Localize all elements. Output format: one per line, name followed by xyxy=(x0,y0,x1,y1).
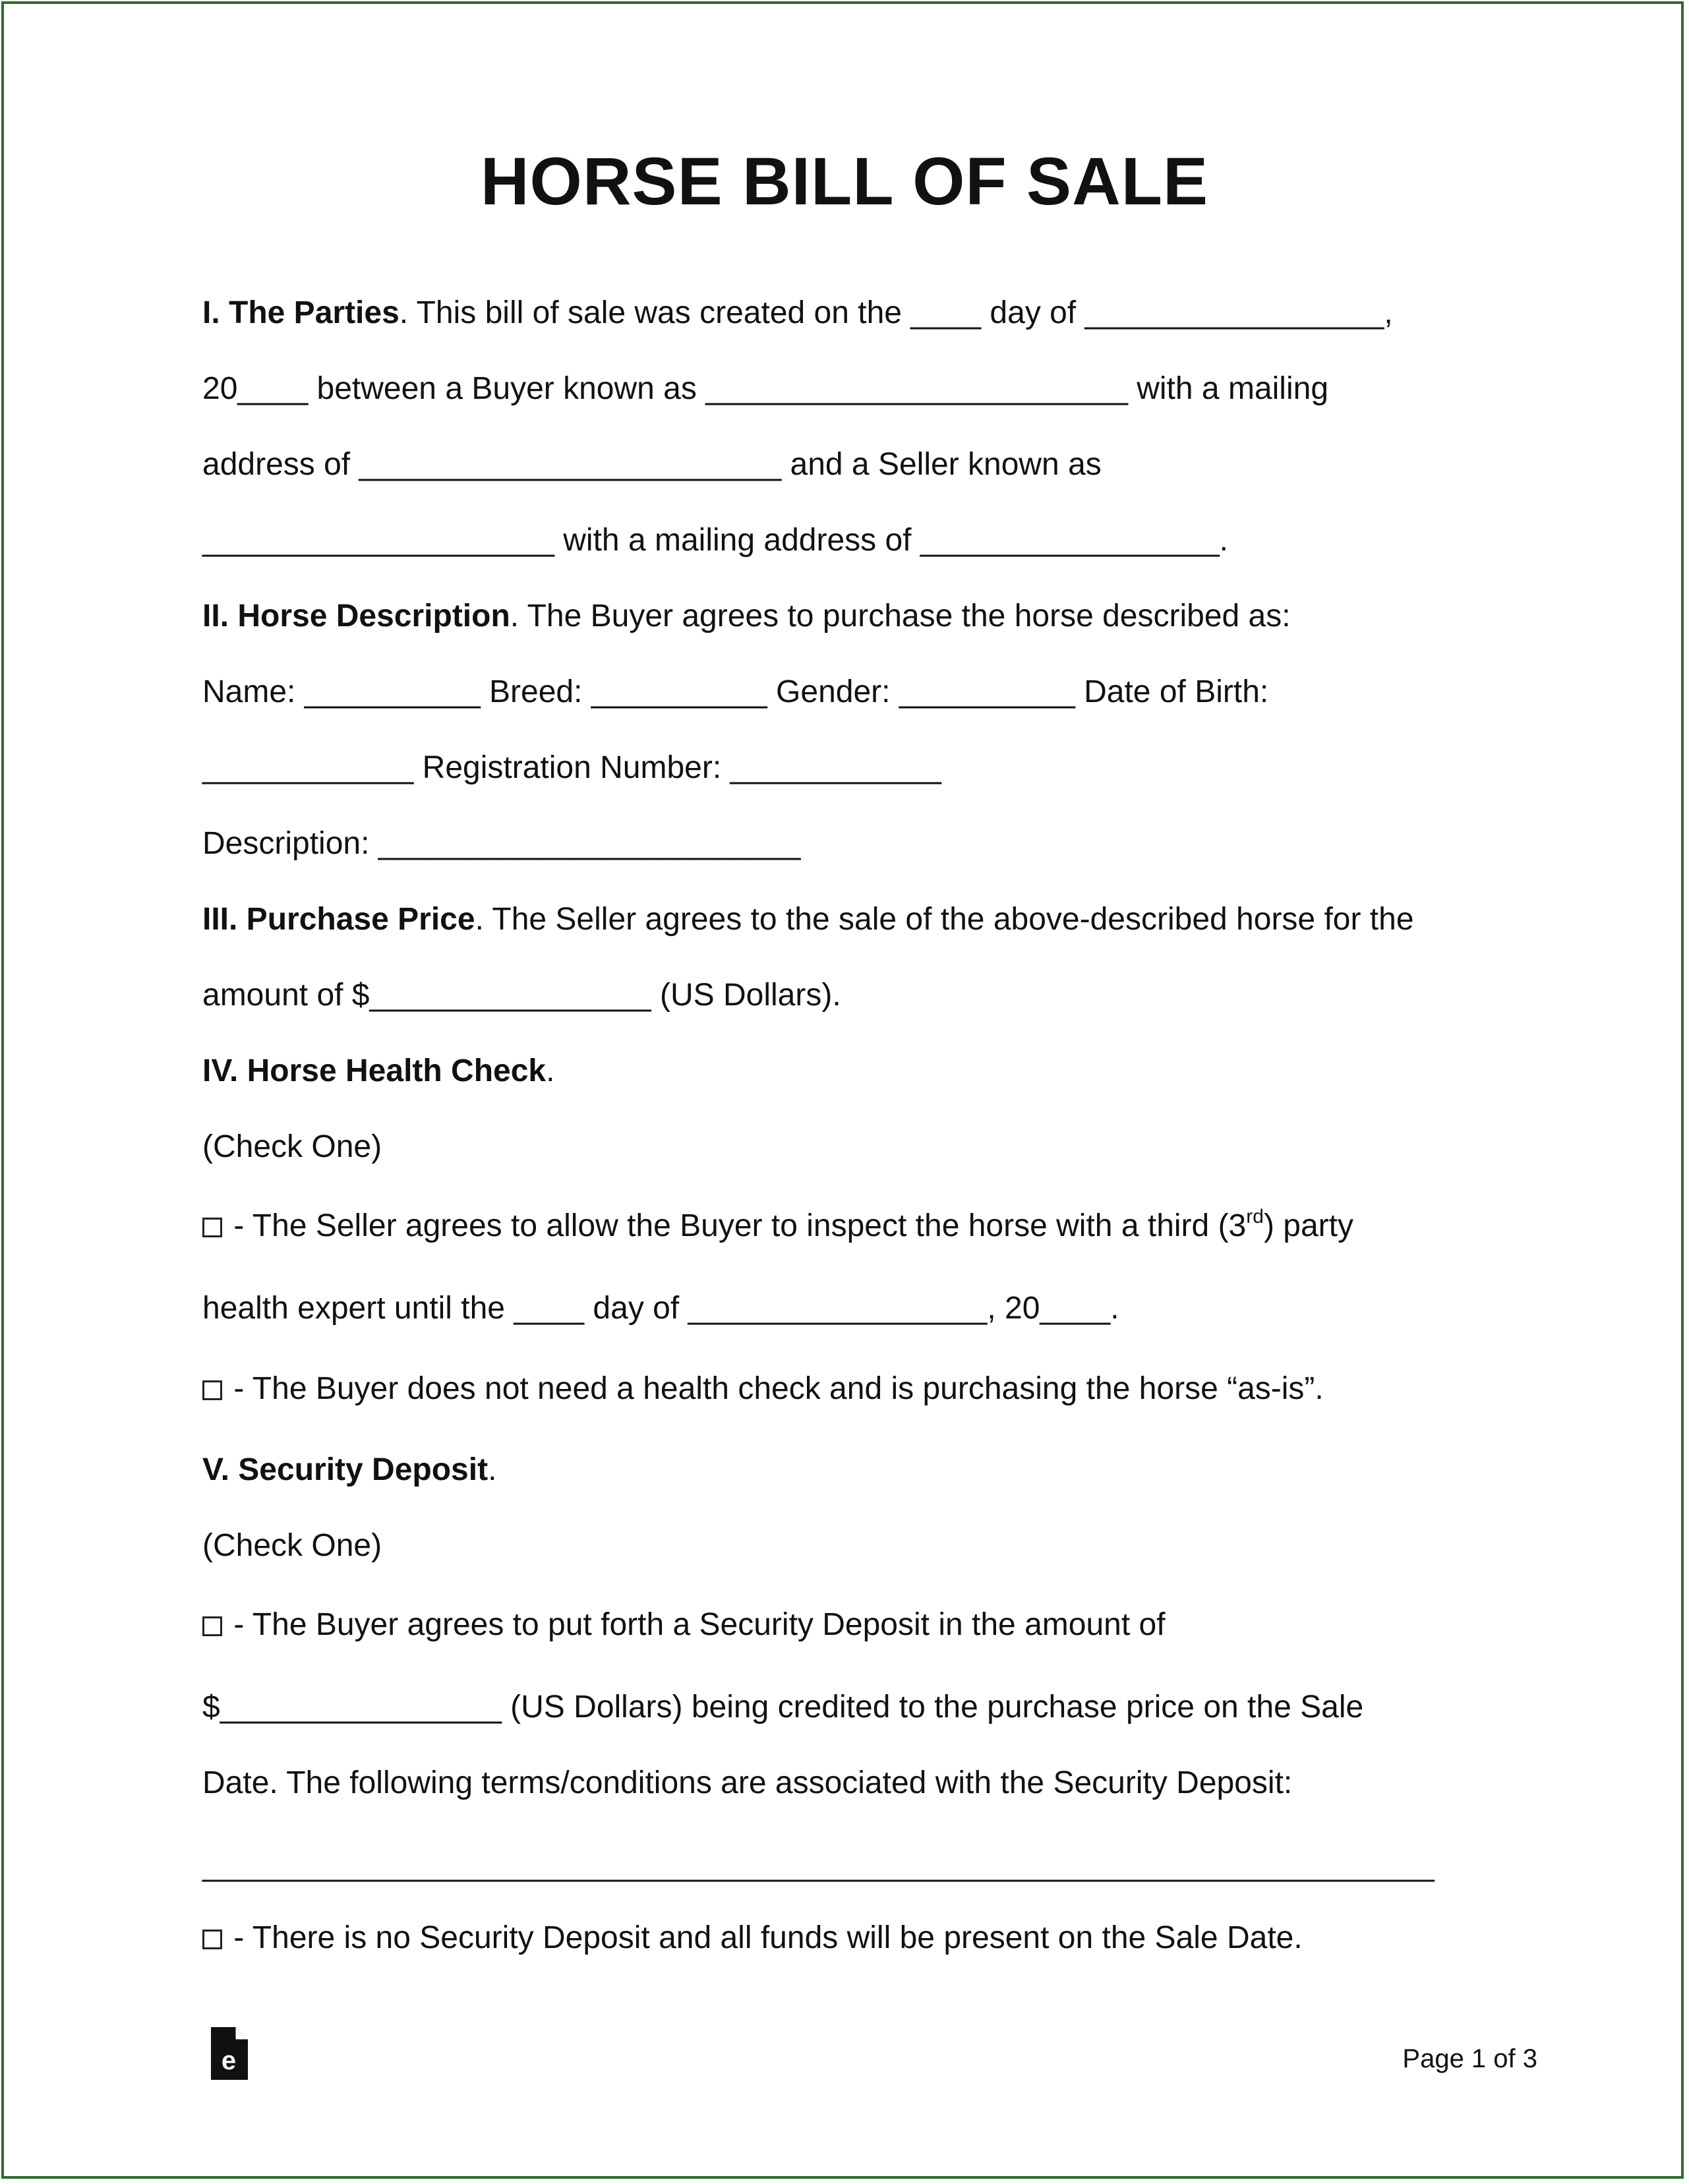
section-heading-security-deposit: V. Security Deposit xyxy=(202,1452,489,1487)
document-title: HORSE BILL OF SALE xyxy=(480,144,1209,219)
health-check-heading-line: IV. Horse Health Check. xyxy=(202,1053,555,1088)
svg-text:e: e xyxy=(221,2046,237,2075)
horse-description-text: . The Buyer agrees to purchase the horse described as: xyxy=(510,599,1291,634)
security-deposit-amount-line: $________________ (US Dollars) being credited to the purchase price on the Sale xyxy=(202,1690,1364,1725)
parties-line-3: address of ________________________ and a Seller known as xyxy=(202,447,1102,482)
no-deposit-checkbox[interactable] xyxy=(202,1930,222,1949)
horse-fields-line-1: Name: __________ Breed: __________ Gender: __________ Date of Birth: xyxy=(202,674,1269,709)
horse-fields-line-2: ____________ Registration Number: ____________ xyxy=(202,750,941,785)
eforms-logo-icon xyxy=(211,2027,248,2080)
section-heading-horse-description: II. Horse Description xyxy=(202,599,510,634)
as-is-checkbox[interactable] xyxy=(202,1380,222,1400)
security-deposit-terms-blank: ______________________________________________________________________ xyxy=(202,1848,1435,1883)
health-check-instruction: (Check One) xyxy=(202,1129,382,1164)
health-check-option-inspect: - The Seller agrees to allow the Buyer to inspect the horse with a third (3rd) party xyxy=(202,1206,1353,1246)
horse-description-line-1 xyxy=(202,597,1291,636)
deposit-checkbox[interactable] xyxy=(202,1616,222,1636)
security-deposit-option-deposit: - The Buyer agrees to put forth a Security Deposit in the amount of xyxy=(202,1605,1166,1645)
security-deposit-heading-line: V. Security Deposit. xyxy=(202,1452,497,1487)
health-check-option-inspect-cont: health expert until the ____ day of _________________, 20____. xyxy=(202,1291,1119,1326)
purchase-price-line-1 xyxy=(202,900,1414,939)
parties-line-4: ____________________ with a mailing address of _________________. xyxy=(202,523,1228,558)
section-heading-purchase-price: III. Purchase Price xyxy=(202,902,475,937)
parties-line-2: 20____ between a Buyer known as ________________________ with a mailing xyxy=(202,371,1329,406)
horse-description-field: Description: ________________________ xyxy=(202,826,801,861)
health-check-option-as-is: - The Buyer does not need a health check and is purchasing the horse “as-is”. xyxy=(202,1369,1324,1409)
section-heading-parties: I. The Parties xyxy=(202,295,400,330)
security-deposit-option-none: - There is no Security Deposit and all funds will be present on the Sale Date. xyxy=(202,1918,1303,1958)
page-number: Page 1 of 3 xyxy=(1402,2044,1537,2073)
inspect-checkbox[interactable] xyxy=(202,1218,222,1237)
security-deposit-terms-line: Date. The following terms/conditions are associated with the Security Deposit: xyxy=(202,1765,1293,1800)
parties-line-1 xyxy=(202,293,1393,333)
parties-text-1: . This bill of sale was created on the ____ day of _________________, xyxy=(399,295,1393,330)
purchase-price-line-2: amount of $________________ (US Dollars). xyxy=(202,978,841,1013)
security-deposit-instruction: (Check One) xyxy=(202,1528,382,1563)
purchase-price-text: . The Seller agrees to the sale of the above-described horse for the xyxy=(475,902,1414,937)
section-heading-health-check: IV. Horse Health Check xyxy=(202,1053,547,1088)
